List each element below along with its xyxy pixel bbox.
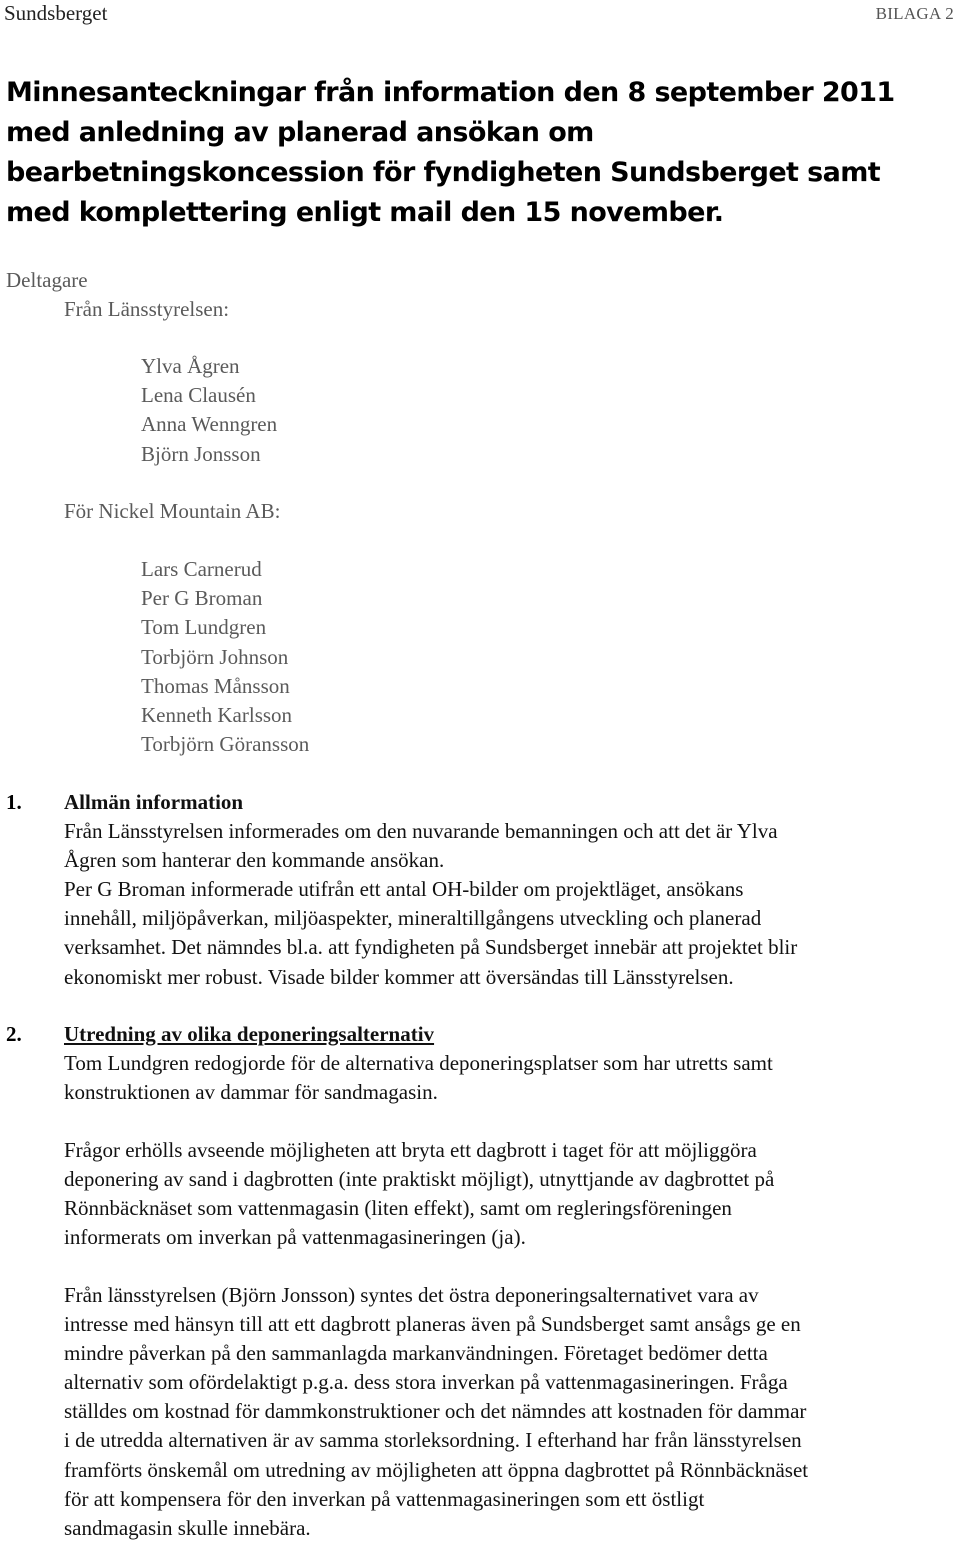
participant-name: Anna Wenngren — [141, 412, 278, 437]
body-line: sandmagasin skulle innebära. — [64, 1515, 311, 1540]
body-line: Per G Broman informerade utifrån ett antal OH-bilder om projektläget, ansökans — [64, 877, 744, 902]
body-line: informerats om inverkan på vattenmagasineringen (ja). — [64, 1225, 526, 1250]
body-line: i de utredda alternativen är av samma storleksordning. I efterhand har från länsstyrelsen — [64, 1428, 802, 1453]
participant-name: Per G Broman — [141, 586, 263, 611]
body-line: Rönnbäcknäset som vattenmagasin (liten effekt), samt om regleringsföreningen — [64, 1196, 732, 1221]
header-attachment-label: BILAGA 2 — [875, 4, 954, 23]
body-line: ekonomiskt mer robust. Visade bilder kommer att översändas till Länsstyrelsen. — [64, 964, 734, 989]
participants-heading: Deltagare — [6, 268, 88, 292]
body-line: verksamhet. Det nämndes bl.a. att fyndigheten på Sundsberget innebär att projektet blir — [64, 935, 798, 960]
participant-name: Torbjörn Johnson — [141, 644, 289, 669]
body-line: framförts önskemål om utredning av möjligheten att öppna dagbrottet på Rönnbäcknäset — [64, 1457, 809, 1482]
body-line: alternativ som ofördelaktigt p.g.a. dess stora inverkan på vattenmagasineringen. Fråga — [64, 1370, 788, 1395]
participant-name: Björn Jonsson — [141, 441, 261, 466]
participant-name: Kenneth Karlsson — [141, 703, 293, 728]
title-line: med anledning av planerad ansökan om — [6, 117, 594, 148]
group-label-nickel-mountain: För Nickel Mountain AB: — [64, 499, 281, 523]
body-line: mindre påverkan på den sammanlagda markanvändningen. Företaget bedömer detta — [64, 1341, 768, 1366]
title-line: bearbetningskoncession för fyndigheten Sundsberget samt — [6, 157, 881, 188]
participant-name: Tom Lundgren — [141, 615, 267, 640]
body-line: konstruktionen av dammar för sandmagasin. — [64, 1080, 438, 1105]
body-line: Från Länsstyrelsen informerades om den nuvarande bemanningen och att det är Ylva — [64, 819, 778, 844]
participant-name: Lena Clausén — [141, 383, 256, 408]
participant-list-nickel-mountain — [141, 555, 309, 759]
body-line: ställdes om kostnad för dammkonstruktioner och det nämndes att kostnaden för dammar — [64, 1399, 807, 1424]
body-line: intresse med hänsyn till att ett dagbrott planeras även på Sundsberget samt ansågs ge en — [64, 1312, 801, 1337]
participant-name: Thomas Månsson — [141, 673, 290, 698]
section-title: Utredning av olika deponeringsalternativ — [64, 1022, 435, 1046]
paragraph-questions — [64, 1136, 774, 1252]
body-line: Ågren som hanterar den kommande ansökan. — [64, 848, 445, 873]
section-title: Allmän information — [64, 790, 244, 814]
group-label-lansstyrelsen: Från Länsstyrelsen: — [64, 297, 230, 321]
section-deposition-alternatives — [64, 1020, 944, 1107]
paragraph-county-view — [64, 1281, 808, 1543]
title-line: Minnesanteckningar från information den 8 september 2011 — [6, 77, 895, 108]
body-line: för att kompensera för den inverkan på vattenmagasineringen som ett östligt — [64, 1486, 705, 1511]
body-line: innehåll, miljöpåverkan, miljöaspekter, mineraltillgångens utveckling och planerad — [64, 906, 762, 931]
section-number: 2. — [6, 1022, 22, 1046]
participant-name: Ylva Ågren — [141, 354, 240, 378]
body-line: Frågor erhölls avseende möjligheten att bryta ett dagbrott i taget för att möjliggöra — [64, 1138, 757, 1162]
participant-list-lansstyrelsen — [141, 352, 277, 469]
title-line: med komplettering enligt mail den 15 november. — [6, 197, 724, 228]
section-number: 1. — [6, 790, 22, 814]
section-general-information — [64, 788, 944, 992]
header-location: Sundsberget — [4, 1, 108, 25]
body-line: Tom Lundgren redogjorde för de alternativa deponeringsplatser som har utretts samt — [64, 1051, 773, 1076]
participant-name: Torbjörn Göransson — [141, 732, 310, 757]
document-title — [6, 73, 956, 233]
participant-name: Lars Carnerud — [141, 557, 262, 581]
body-line: Från länsstyrelsen (Björn Jonsson) syntes det östra deponeringsalternativet vara av — [64, 1283, 759, 1307]
body-line: deponering av sand i dagbrotten (inte praktiskt möjligt), utnyttjande av dagbrottet på — [64, 1167, 775, 1192]
